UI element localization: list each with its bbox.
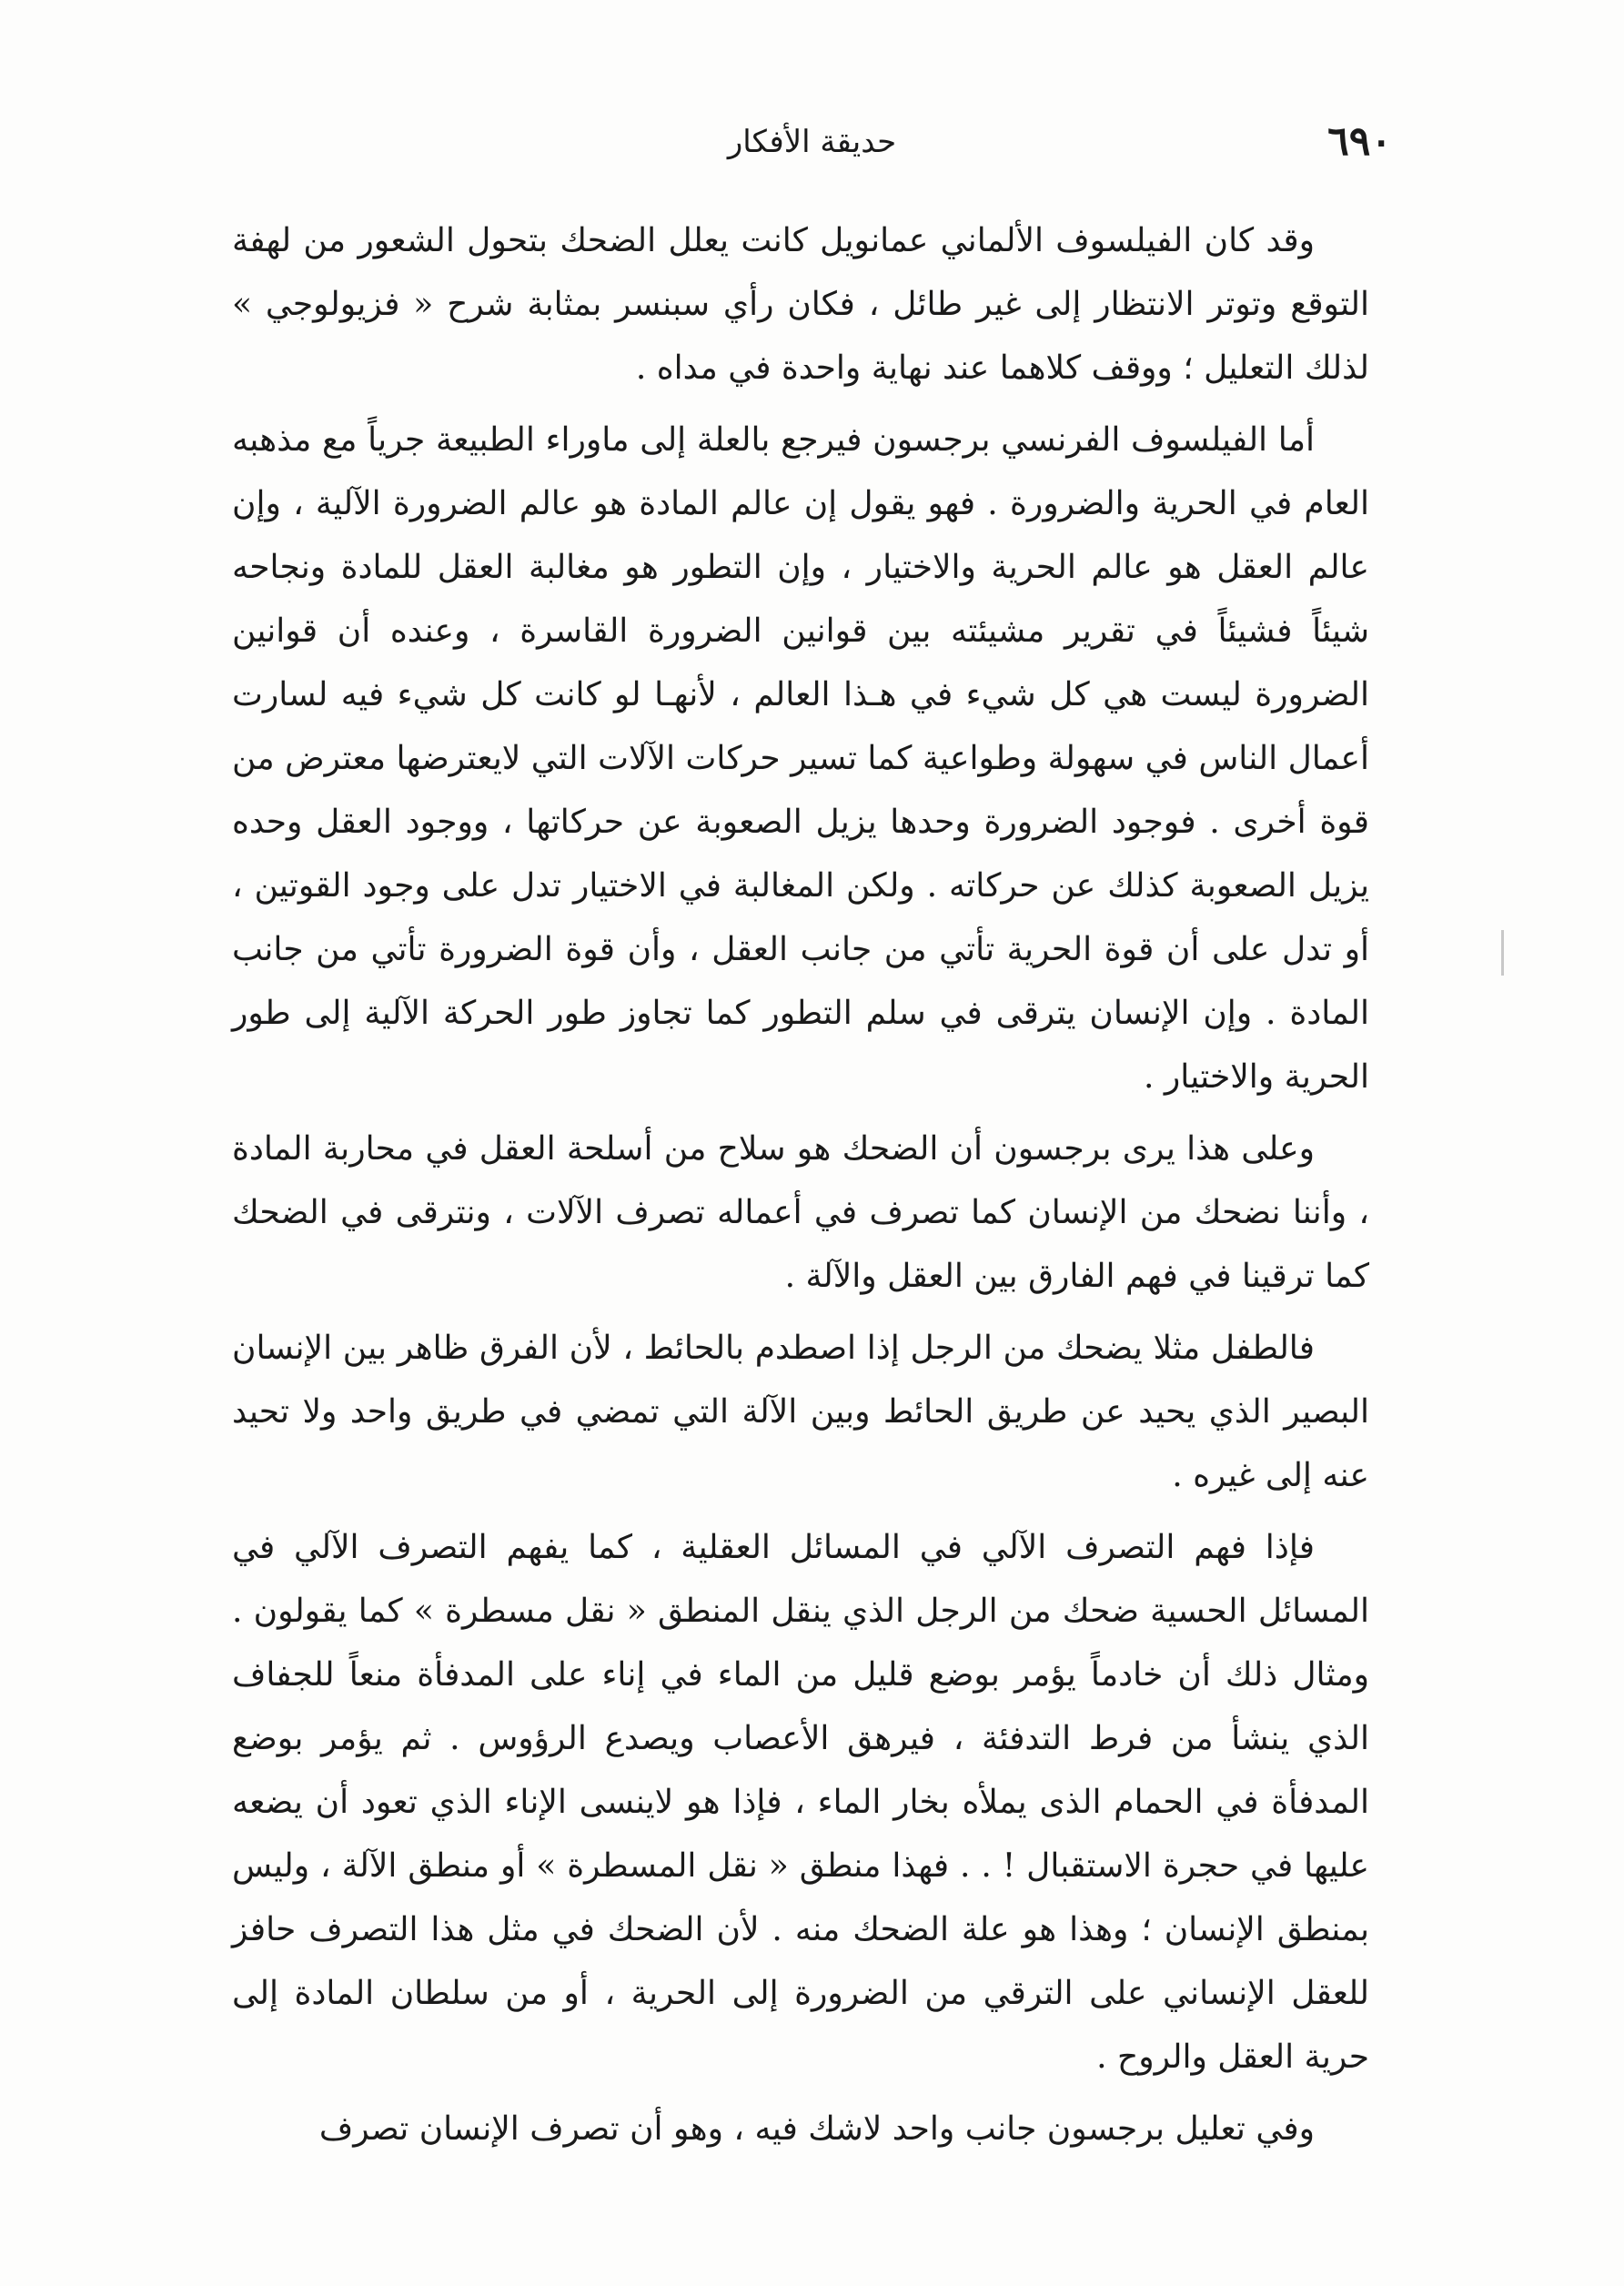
body-text: [232, 209, 1369, 2170]
paragraph: أما الفيلسوف الفرنسي برجسون فيرجع بالعلة إلى ماوراء الطبيعة جرياً مع مذهبه العام في الحرية والضرورة . فهو يقول إن عالم المادة هو عالم الضرورة الآلية ، وإن عالم العقل هو عالم الحرية والاختيار ، وإن التطور هو مغالبة العقل للمادة ونجاحه شيئاً فشيئاً في تقرير مشيئته بين قوانين الضرورة القاسرة ، وعنده أن قوانين الضرورة ليست هي كل شيء في هـذا العالم ، لأنهـا لو كانت كل شيء فيه لسارت أعمال الناس في سهولة وطواعية كما تسير حركات الآلات التي لايعترضها معترض من قوة أخرى . فوجود الضرورة وحدها يزيل الصعوبة عن حركاتها ، ووجود العقل وحده يزيل الصعوبة كذلك عن حركاته . ولكن المغالبة في الاختيار تدل على وجود القوتين ، أو تدل على أن قوة الحرية تأتي من جانب العقل ، وأن قوة الضرورة تأتي من جانب المادة . وإن الإنسان يترقى في سلم التطور كما تجاوز طور الحركة الآلية إلى طور الحرية والاختيار .: [232, 421, 1369, 1096]
paragraph: وقد كان الفيلسوف الألماني عمانويل كانت يعلل الضحك بتحول الشعور من لهفة التوقع وتوتر الانتظار إلى غير طائل ، فكان رأي سبنسر بمثابة شرح « فزيولوجي » لذلك التعليل ؛ ووقف كلاهما عند نهاية واحدة في مداه .: [232, 222, 1369, 387]
paragraph: فالطفل مثلا يضحك من الرجل إذا اصطدم بالحائط ، لأن الفرق ظاهر بين الإنسان البصير الذي يحيد عن طريق الحائط وبين الآلة التي تمضي في طريق واحد ولا تحيد عنه إلى غيره .: [232, 1330, 1369, 1494]
paragraph: فإذا فهم التصرف الآلي في المسائل العقلية ، كما يفهم التصرف الآلي في المسائل الحسية ضحك من الرجل الذي ينقل المنطق « نقل مسطرة » كما يقولون . ومثال ذلك أن خادماً يؤمر بوضع قليل من الماء في إناء على المدفأة منعاً للجفاف الذي ينشأ من فرط التدفئة ، فيرهق الأعصاب ويصدع الرؤوس . ثم يؤمر بوضع المدفأة في الحمام الذى يملأه بخار الماء ، فإذا هو لاينسى الإناء الذي تعود أن يضعه عليها في حجرة الاستقبال ! . . فهذا منطق « نقل المسطرة » أو منطق الآلة ، وليس بمنطق الإنسان ؛ وهذا هو علة الضحك منه . لأن الضحك في مثل هذا التصرف حافز للعقل الإنساني على الترقي من الضرورة إلى الحرية ، أو من سلطان المادة إلى حرية العقل والروح .: [232, 1529, 1369, 2076]
margin-mark: [1501, 930, 1504, 976]
page-number: ٦٩٠: [1327, 118, 1392, 165]
paragraph: وعلى هذا يرى برجسون أن الضحك هو سلاح من أسلحة العقل في محاربة المادة ، وأننا نضحك من الإنسان كما تصرف في أعماله تصرف الآلات ، ونترقى في الضحك كما ترقينا في فهم الفارق بين العقل والآلة .: [232, 1130, 1369, 1295]
paragraph: وفي تعليل برجسون جانب واحد لاشك فيه ، وهو أن تصرف الإنسان تصرف: [318, 2110, 1315, 2148]
page-header: [232, 118, 1392, 182]
running-title: حديقة الأفكار: [727, 124, 897, 160]
